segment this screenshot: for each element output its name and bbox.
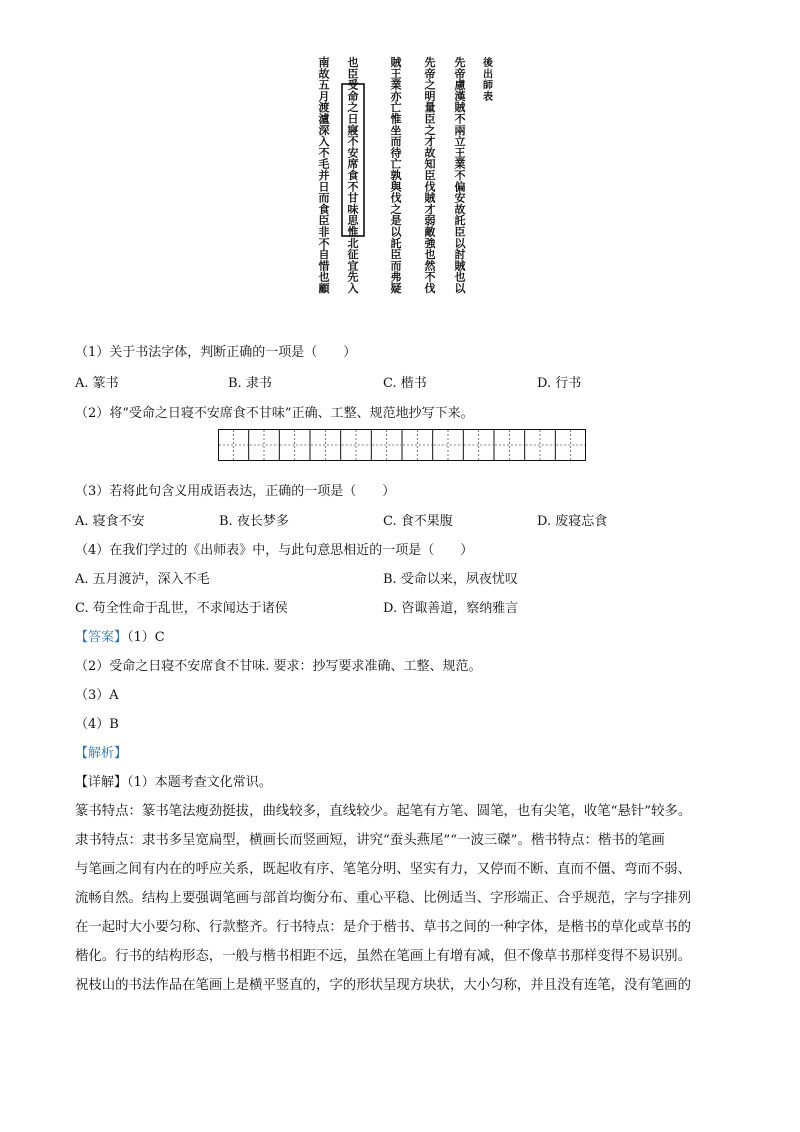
calligraphy-char: 王 [454,146,466,160]
calligraphy-char: 不 [454,169,466,182]
calligraphy-char: 伐 [424,180,436,194]
analysis-label: 【解析】 [75,746,128,761]
calligraphy-char: 亡 [390,157,402,171]
calligraphy-char: 顧 [318,282,330,295]
q4-option-d[interactable]: D. 咨诹善道，察纳雅言 [383,601,519,616]
q1-option-d[interactable]: D. 行书 [537,376,582,391]
calligraphy-char: 帝 [454,67,466,81]
calligraphy-char: 伐 [424,282,436,295]
calligraphy-char: 坐 [390,123,402,137]
calligraphy-char: 帝 [424,67,436,81]
answer-label: 【答案】 [75,630,128,645]
calligraphy-char: 之 [424,123,436,137]
q1-option-c[interactable]: C. 楷书 [383,376,427,391]
calligraphy-char: 業 [390,78,402,92]
q4-stem: （4）在我们学过的《出师表》中，与此句意思相近的一项是（ ） [75,543,474,558]
calligraphy-char: 表 [483,91,493,103]
answer-block [75,629,165,647]
q3-option-a[interactable]: A. 寝食不安 [75,514,145,529]
answer-3: （3）A [75,688,119,703]
calligraphy-char: 先 [454,56,466,69]
calligraphy-char: 食 [347,169,359,182]
answer-1: （1）C [127,630,165,645]
analysis-detail: 【详解】（1）本题考查文化常识。 [75,775,272,790]
analysis-line: 在一起时大小要匀称、行款整齐。行书特点：是介于楷书、草书之间的一种字体，是楷书的草化或草书的 [75,920,691,935]
calligraphy-char: 孰 [390,169,402,182]
calligraphy-char: 月 [318,89,330,103]
q4-option-c[interactable]: C. 苟全性命于乱世，不求闻达于诸侯 [75,601,288,616]
calligraphy-char: 不 [347,135,359,149]
calligraphy-char: 以 [454,282,466,295]
calligraphy-char: 故 [454,202,466,216]
calligraphy-char: 之 [424,78,436,92]
calligraphy-char: 出 [483,69,493,81]
calligraphy-char: 甘 [347,191,359,205]
calligraphy-char: 與 [390,180,402,194]
calligraphy-char: 亡 [390,101,402,115]
calligraphy-char: 賊 [454,259,466,273]
calligraphy-char: 臣 [318,214,330,228]
calligraphy-char: 知 [424,157,436,171]
calligraphy-char: 北 [347,236,359,250]
calligraphy-char: 日 [318,180,330,194]
calligraphy-char: 而 [318,191,330,205]
calligraphy-char: 南 [318,56,330,69]
calligraphy-char: 兩 [454,123,466,137]
calligraphy-svg [312,54,498,324]
calligraphy-char: 臣 [424,112,436,126]
calligraphy-char: 亦 [390,89,402,103]
calligraphy-char: 賊 [424,191,436,205]
calligraphy-char: 後 [483,58,493,69]
calligraphy-char: 託 [454,214,466,228]
calligraphy-char: 先 [424,56,436,69]
calligraphy-char: 自 [318,248,330,262]
calligraphy-char: 不 [347,180,359,194]
calligraphy-char: 不 [424,270,436,284]
calligraphy-char: 臣 [454,225,466,239]
calligraphy-char: 臣 [390,248,402,262]
calligraphy-char: 入 [318,135,330,149]
analysis-line: 隶书特点：隶书多呈宽扁型，横画长而竖画短，讲究“蚕头燕尾”“一波三磔”。楷书特点：楷书的笔画 [75,833,665,848]
calligraphy-char: 王 [390,67,402,81]
calligraphy-char: 安 [347,146,359,160]
calligraphy-char: 立 [454,135,466,149]
calligraphy-char: 強 [424,236,436,250]
calligraphy-char: 疑 [390,282,402,295]
calligraphy-char: 以 [390,225,402,239]
answer-4: （4）B [75,717,119,732]
calligraphy-char: 偏 [454,180,466,194]
calligraphy-char: 席 [347,157,359,171]
q3-stem: （3）若将此句含义用成语表达，正确的一项是（ ） [75,484,396,499]
q1-option-a[interactable]: A. 篆书 [75,376,119,391]
calligraphy-char: 不 [454,112,466,126]
analysis-line: 流畅自然。结构上要强调笔画与部首均衡分布、重心平稳、比例适当、字形端正、合乎规范，字与字排列 [75,891,691,906]
calligraphy-char: 而 [390,135,402,149]
calligraphy-char: 征 [347,248,359,262]
calligraphy-char: 才 [424,202,436,216]
calligraphy-char: 師 [483,80,493,92]
calligraphy-char: 故 [318,67,330,81]
calligraphy-char: 賊 [390,56,402,69]
calligraphy-char: 慮 [454,78,466,92]
calligraphy-char: 日 [347,112,359,126]
q3-option-c[interactable]: C. 食不果腹 [383,514,453,529]
writing-grid-svg [218,429,586,461]
calligraphy-char: 賊 [454,101,466,115]
calligraphy-char: 弱 [424,214,436,228]
calligraphy-char: 安 [454,191,466,205]
calligraphy-char: 而 [390,259,402,273]
calligraphy-char: 然 [424,259,436,273]
calligraphy-char: 漢 [454,89,466,103]
calligraphy-char: 受 [347,78,359,92]
calligraphy-char: 臣 [424,169,436,182]
calligraphy-char: 也 [454,270,466,284]
calligraphy-char: 非 [318,225,330,239]
calligraphy-char: 深 [318,123,330,137]
calligraphy-char: 惜 [318,259,330,273]
calligraphy-char: 伐 [390,191,402,205]
calligraphy-char: 也 [424,248,436,262]
calligraphy-char: 五 [318,78,330,92]
analysis-line: 楷化。行书的结构形态，一般与楷书相距不远，虽然在笔画上有增有减，但不像草书那样变得不易识别。 [75,949,691,964]
calligraphy-char: 之 [390,202,402,216]
analysis-line: 祝枝山的书法作品在笔画上是横平竖直的，字的形状呈现方块状，大小匀称，并且没有连笔，没有笔画的 [75,978,691,993]
calligraphy-char: 待 [390,146,402,160]
calligraphy-char: 入 [347,282,359,295]
calligraphy-char: 惟 [390,112,402,126]
analysis-line: 篆书特点：篆书笔法瘦劲挺拔，曲线较多，直线较少。起笔有方笔、圆笔，也有尖笔，收笔“悬针”较多。 [75,804,692,819]
calligraphy-char: 瀘 [318,112,330,126]
calligraphy-char: 敵 [424,225,436,239]
calligraphy-char: 并 [318,169,330,182]
q1-stem: （1）关于书法字体，判断正确的一项是（ ） [75,345,357,360]
analysis-line: 与笔画之间有内在的呼应关系，既起收有序、笔笔分明、坚实有力，又停而不断、直而不僵、弯而不弱、 [75,862,691,877]
calligraphy-char: 惟 [347,225,359,239]
calligraphy-char: 故 [424,146,436,160]
calligraphy-char: 之 [347,101,359,115]
calligraphy-char: 討 [454,248,466,262]
calligraphy-char: 不 [318,146,330,160]
calligraphy-char: 宜 [347,259,359,273]
calligraphy-char: 以 [454,236,466,250]
calligraphy-char: 才 [424,135,436,149]
calligraphy-char: 渡 [318,101,330,115]
analysis-body [75,797,691,1000]
calligraphy-char: 命 [347,89,359,103]
calligraphy-char: 寢 [347,123,359,137]
calligraphy-char: 弗 [390,270,402,284]
calligraphy-image [312,54,498,324]
calligraphy-char: 思 [347,214,359,228]
q3-option-b[interactable]: B. 夜长梦多 [219,514,289,529]
calligraphy-char: 是 [390,214,402,228]
calligraphy-char: 也 [347,56,359,69]
q3-option-d[interactable]: D. 废寝忘食 [537,514,608,529]
answer-2: （2）受命之日寝不安席食不甘味. 要求：抄写要求准确、工整、规范。 [75,659,482,674]
calligraphy-char: 食 [318,202,330,216]
q4-option-b[interactable]: B. 受命以来，夙夜忧叹 [383,572,518,587]
calligraphy-char: 量 [424,101,436,115]
q1-option-b[interactable]: B. 隶书 [228,376,272,391]
calligraphy-char: 託 [390,236,402,250]
calligraphy-char: 味 [347,202,359,216]
calligraphy-char: 業 [454,157,466,171]
q2-stem: （2）将“受命之日寝不安席食不甘味”正确、工整、规范地抄写下来。 [75,406,474,421]
calligraphy-char: 臣 [347,67,359,81]
q4-option-a[interactable]: A. 五月渡泸，深入不毛 [75,572,210,587]
calligraphy-char: 不 [318,236,330,250]
calligraphy-char: 明 [424,89,436,103]
writing-grid[interactable] [218,429,586,461]
calligraphy-char: 毛 [318,157,330,171]
calligraphy-char: 先 [347,270,359,284]
calligraphy-char: 也 [318,270,330,284]
